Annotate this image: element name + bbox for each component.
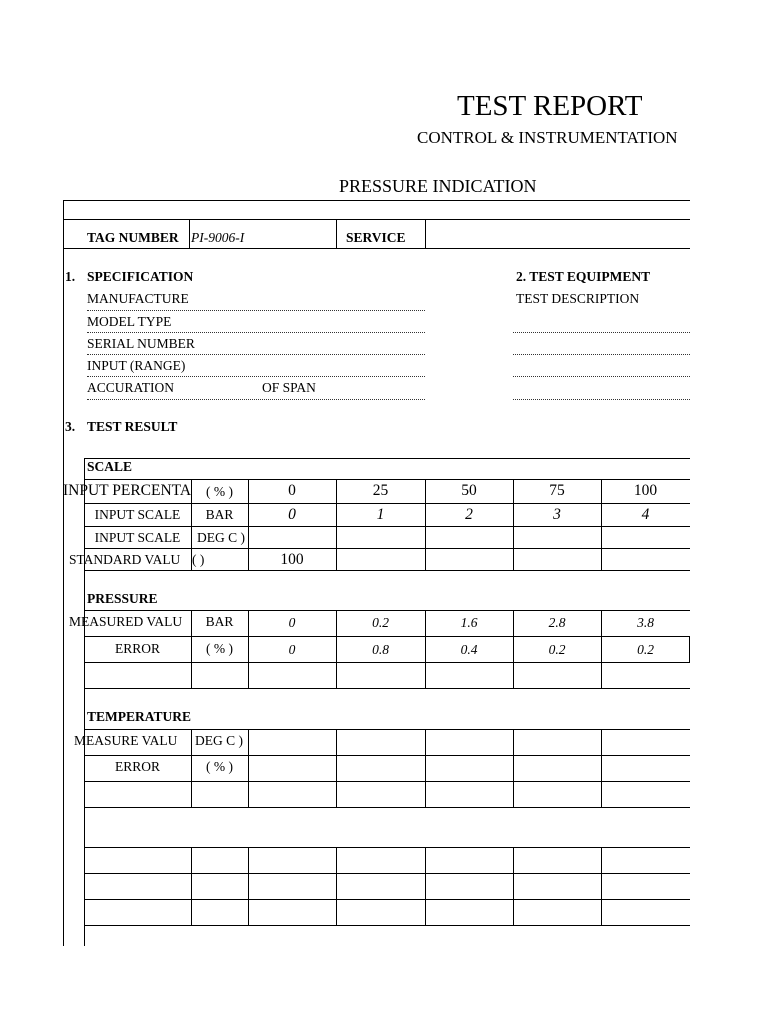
temperature-row-1-label: MEASURE VALU [74, 733, 178, 748]
pressure-row-line-4 [84, 688, 690, 689]
pressure-row-1-label: MEASURED VALU [69, 614, 183, 629]
spec-number: 1. [65, 269, 76, 284]
scale-row-1-value-50: 50 [461, 482, 477, 499]
temperature-row-line-3 [84, 781, 690, 782]
pressure-error-0: 0 [288, 642, 296, 657]
spec-input-range-line[interactable] [87, 376, 425, 377]
temperature-heading: TEMPERATURE [87, 709, 192, 724]
scale-row-1-label: INPUT PERCENTA [63, 482, 191, 499]
scale-row-1-value-0: 0 [288, 482, 296, 499]
scale-row-4-value-100: 100 [280, 551, 304, 568]
temperature-row-line-4 [84, 807, 690, 808]
pressure-measured-75: 2.8 [548, 615, 566, 630]
extra-row-line-4 [84, 925, 690, 926]
temperature-row-2-label: ERROR [114, 759, 160, 774]
scale-row-2-value-1: 1 [376, 506, 385, 523]
col-divider-1-extra [191, 847, 192, 925]
spec-manufacture-line[interactable] [87, 310, 425, 311]
temperature-row-line-2 [84, 755, 690, 756]
col-divider-2-extra [248, 847, 249, 925]
report-subtitle: CONTROL & INSTRUMENTATION [417, 128, 678, 147]
scale-row-3-unit: DEG C ) [197, 530, 245, 545]
extra-row-line-3 [84, 899, 690, 900]
col-divider-2-temperature [248, 729, 249, 807]
col-divider-5-temperature [513, 729, 514, 807]
scale-row-1-unit: ( % ) [206, 484, 233, 499]
scale-row-line-2 [84, 503, 690, 504]
col-divider-4-extra [425, 847, 426, 925]
scale-row-1-value-25: 25 [372, 482, 389, 499]
temperature-row-line-1 [84, 729, 690, 730]
scale-row-2-value-0: 0 [288, 506, 296, 523]
frame-left-line [63, 200, 64, 946]
frame-line-2 [63, 219, 690, 220]
temperature-row-2-unit: ( % ) [206, 759, 233, 774]
frame-top-line [63, 200, 690, 201]
pressure-row-line-1 [84, 610, 690, 611]
result-number: 3. [65, 419, 76, 434]
spec-heading: SPECIFICATION [87, 269, 194, 284]
equipment-line-1[interactable] [513, 332, 690, 333]
col-divider-3-extra [336, 847, 337, 925]
tag-divider-1 [189, 219, 190, 248]
scale-row-2-value-2: 2 [465, 506, 473, 523]
pressure-row-line-3 [84, 662, 690, 663]
pressure-error-100: 0.2 [637, 642, 654, 657]
pressure-error-50: 0.4 [460, 642, 478, 657]
spec-manufacture-label: MANUFACTURE [87, 291, 189, 306]
pressure-error-75: 0.2 [548, 642, 566, 657]
equipment-line-4[interactable] [513, 399, 690, 400]
spec-accuration-label: ACCURATION [87, 380, 175, 395]
scale-row-1-value-75: 75 [549, 482, 565, 499]
spec-model-type-label: MODEL TYPE [87, 314, 172, 329]
scale-row-line-1 [84, 479, 690, 480]
report-title: TEST REPORT [457, 90, 643, 122]
col-divider-6-extra [601, 847, 602, 925]
pressure-row-line-2 [84, 636, 690, 637]
tag-number-value[interactable]: PI-9006-I [191, 230, 245, 245]
tag-divider-3 [425, 219, 426, 248]
pressure-row-1-unit: BAR [205, 614, 234, 629]
tag-number-label: TAG NUMBER [87, 230, 179, 245]
scale-row-3-label: INPUT SCALE [94, 530, 181, 545]
scale-row-4-label: STANDARD VALU [69, 552, 181, 567]
scale-row-4-unit: ( ) [192, 552, 205, 567]
pressure-heading: PRESSURE [87, 591, 158, 606]
scale-row-1-value-100: 100 [633, 482, 658, 499]
form-title: PRESSURE INDICATION [339, 176, 537, 196]
extra-row-line-2 [84, 873, 690, 874]
pressure-measured-100: 3.8 [637, 615, 654, 630]
equipment-heading: 2. TEST EQUIPMENT [516, 269, 651, 284]
pressure-error-25: 0.8 [372, 642, 389, 657]
scale-row-2-unit: BAR [205, 507, 234, 522]
scale-row-2-value-4: 4 [641, 506, 650, 523]
extra-row-line-1 [84, 847, 690, 848]
equipment-line-2[interactable] [513, 354, 690, 355]
scale-heading: SCALE [87, 459, 133, 474]
tag-divider-2 [336, 219, 337, 248]
result-heading: TEST RESULT [87, 419, 178, 434]
spec-input-range-label: INPUT (RANGE) [87, 358, 186, 373]
pressure-row-2-label: ERROR [114, 641, 160, 656]
equipment-description-label: TEST DESCRIPTION [516, 291, 640, 306]
scale-row-line-5 [84, 570, 690, 571]
spec-serial-number-line[interactable] [87, 354, 425, 355]
scale-row-line-3 [84, 526, 690, 527]
col-divider-6-temperature [601, 729, 602, 807]
col-divider-5-extra [513, 847, 514, 925]
scale-row-2-value-3: 3 [553, 506, 561, 523]
spec-serial-number-label: SERIAL NUMBER [87, 336, 195, 351]
scale-row-2-label: INPUT SCALE [94, 507, 181, 522]
spec-accuration-line[interactable] [87, 399, 425, 400]
spec-of-span-label: OF SPAN [262, 380, 316, 395]
spec-model-type-line[interactable] [87, 332, 425, 333]
service-label: SERVICE [346, 230, 406, 245]
col-divider-4-temperature [425, 729, 426, 807]
pressure-measured-50: 1.6 [460, 615, 478, 630]
pressure-measured-0: 0 [288, 615, 296, 630]
frame-line-3 [63, 248, 690, 249]
col-divider-3-temperature [336, 729, 337, 807]
temperature-row-1-unit: DEG C ) [195, 733, 243, 748]
scale-row-line-4 [84, 548, 690, 549]
pressure-row-2-unit: ( % ) [206, 641, 233, 656]
pressure-measured-25: 0.2 [372, 615, 389, 630]
scale-top-line [84, 458, 690, 459]
equipment-line-3[interactable] [513, 376, 690, 377]
